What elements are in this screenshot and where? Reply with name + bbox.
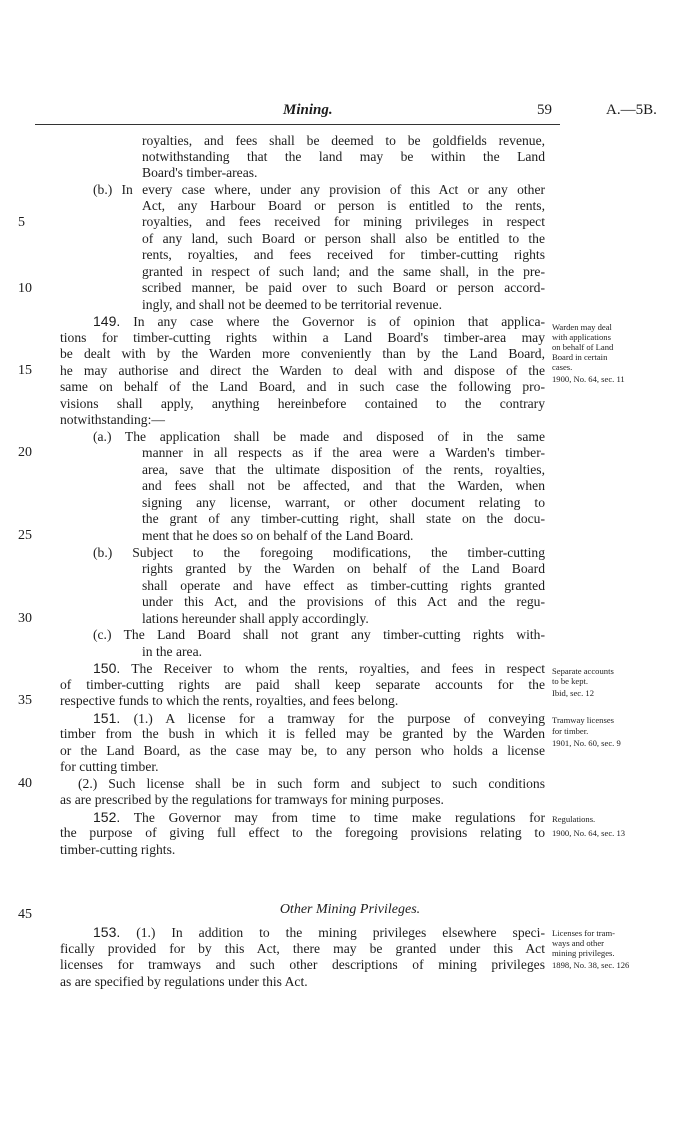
body-line: for cutting timber. (60, 759, 159, 774)
running-title: Mining. (283, 102, 333, 118)
section-152-line: 152. The Governor may from time to time make regulations for (93, 809, 545, 825)
body-line: or the Land Board, as the case may be, to any person who holds a license (60, 743, 545, 758)
line-number: 10 (18, 281, 32, 296)
line-number: 5 (18, 215, 25, 230)
marginal-note: with applications (552, 332, 611, 342)
body-line: royalties, and fees shall be deemed to be goldfields revenue, (142, 133, 545, 148)
body-line: visions shall apply, anything hereinbefore contained to the contrary (60, 396, 545, 411)
line-number: 20 (18, 445, 32, 460)
page-number: 59 (537, 102, 552, 118)
section-heading: Other Mining Privileges. (279, 902, 421, 917)
body-line: notwithstanding that the land may be within the Land (142, 149, 545, 164)
body-line: granted in respect of such land; and the same shall, in the pre- (142, 264, 545, 279)
body-line: (c.) The Land Board shall not grant any timber-cutting rights with- (93, 627, 545, 642)
body-line: timber from the bush in which it is felled may be granted by the Warden (60, 726, 545, 741)
body-line: tions for timber-cutting rights within a Land Board's timber-area may (60, 330, 545, 345)
paper-reference: A.—5B. (606, 102, 657, 118)
body-line: and fees shall not be affected, and that the Warden, when (142, 478, 545, 493)
section-number: 153. (93, 924, 121, 940)
marginal-note-citation: 1900, No. 64, sec. 11 (552, 374, 625, 384)
line-number: 30 (18, 611, 32, 626)
marginal-note: ways and other (552, 938, 605, 948)
body-line: timber-cutting rights. (60, 842, 176, 857)
line-number: 25 (18, 528, 32, 543)
line-number: 40 (18, 776, 32, 791)
section-153-line: 153. (1.) In addition to the mining privileges elsewhere speci- (93, 924, 545, 940)
body-line: the purpose of giving full effect to the foregoing provisions relating to (60, 825, 545, 840)
line-number: 15 (18, 363, 32, 378)
body-line: of timber-cutting rights are paid shall keep separate accounts for the (60, 677, 545, 692)
marginal-note: Warden may deal (552, 322, 612, 332)
body-line: scribed manner, be paid over to such Board or person accord- (142, 280, 545, 295)
marginal-note-citation: 1898, No. 38, sec. 126 (552, 960, 630, 970)
body-line: as are specified by regulations under this Act. (60, 974, 308, 989)
body-line: licenses for tramways and such other descriptions of mining privileges (60, 957, 545, 972)
marginal-note: on behalf of Land (552, 342, 614, 352)
section-150-line: 150. The Receiver to whom the rents, royalties, and fees in respect (93, 660, 545, 676)
section-number: 149. (93, 313, 121, 329)
body-line: Board's timber-areas. (142, 165, 258, 180)
body-line: same on behalf of the Land Board, and in such case the following pro- (60, 379, 545, 394)
body-line: royalties, and fees received for mining privileges in respect (142, 214, 545, 229)
header-rule (35, 124, 560, 125)
body-line: notwithstanding:— (60, 412, 165, 427)
line-number: 45 (18, 907, 32, 922)
marginal-note: cases. (552, 362, 573, 372)
body-line: (b.) In every case where, under any provision of this Act or any other (93, 182, 545, 197)
body-line: area, save that the ultimate disposition of the rents, royalties, (142, 462, 545, 477)
line-number: 35 (18, 693, 32, 708)
body-line: be dealt with by the Warden more conveniently than by the Land Board, (60, 346, 545, 361)
marginal-note: Tramway licenses (552, 715, 614, 725)
marginal-note: mining privileges. (552, 948, 615, 958)
marginal-note: to be kept. (552, 676, 589, 686)
body-line: (b.) Subject to the foregoing modifications, the timber-cutting (93, 545, 545, 560)
marginal-note-citation: Ibid, sec. 12 (552, 688, 595, 698)
marginal-note-citation: 1901, No. 60, sec. 9 (552, 738, 621, 748)
body-line: the grant of any timber-cutting right, shall state on the docu- (142, 511, 545, 526)
body-line: rights granted by the Warden on behalf of the Land Board (142, 561, 545, 576)
body-line: in the area. (142, 644, 203, 659)
section-number: 150. (93, 660, 121, 676)
body-line: (a.) The application shall be made and disposed of in the same (93, 429, 545, 444)
marginal-note: Separate accounts (552, 666, 614, 676)
body-line: of any land, such Board or person shall also be entitled to the (142, 231, 545, 246)
body-line: under this Act, and the provisions of this Act and the regu- (142, 594, 545, 609)
marginal-note: for timber. (552, 726, 589, 736)
body-line: respective funds to which the rents, royalties, and fees belong. (60, 693, 399, 708)
section-number: 151. (93, 710, 121, 726)
body-line: lations hereunder shall apply accordingly. (142, 611, 369, 626)
body-line: fically provided for by this Act, there may be granted under this Act (60, 941, 545, 956)
body-line: shall operate and have effect as timber-cutting rights granted (142, 578, 545, 593)
body-line: (2.) Such license shall be in such form and subject to such conditions (78, 776, 545, 791)
marginal-note: Board in certain (552, 352, 608, 362)
body-line: manner in all respects as if the area were a Warden's timber- (142, 445, 545, 460)
section-151-line: 151. (1.) A license for a tramway for the purpose of conveying (93, 710, 545, 726)
body-line: he may authorise and direct the Warden to deal with and dispose of the (60, 363, 545, 378)
marginal-note-citation: 1900, No. 64, sec. 13 (552, 828, 626, 838)
body-line: Act, any Harbour Board or person is entitled to the rents, (142, 198, 545, 213)
body-line: ment that he does so on behalf of the Land Board. (142, 528, 414, 543)
body-line: signing any license, warrant, or other document relating to (142, 495, 545, 510)
marginal-note: Licenses for tram- (552, 928, 615, 938)
marginal-note: Regulations. (552, 814, 596, 824)
body-line: as are prescribed by the regulations for tramways for mining purposes. (60, 792, 444, 807)
section-number: 152. (93, 809, 121, 825)
section-149-line: 149. In any case where the Governor is of opinion that applica- (93, 313, 545, 329)
body-line: ingly, and shall not be deemed to be territorial revenue. (142, 297, 442, 312)
body-line: rents, royalties, and fees received for timber-cutting rights (142, 247, 545, 262)
